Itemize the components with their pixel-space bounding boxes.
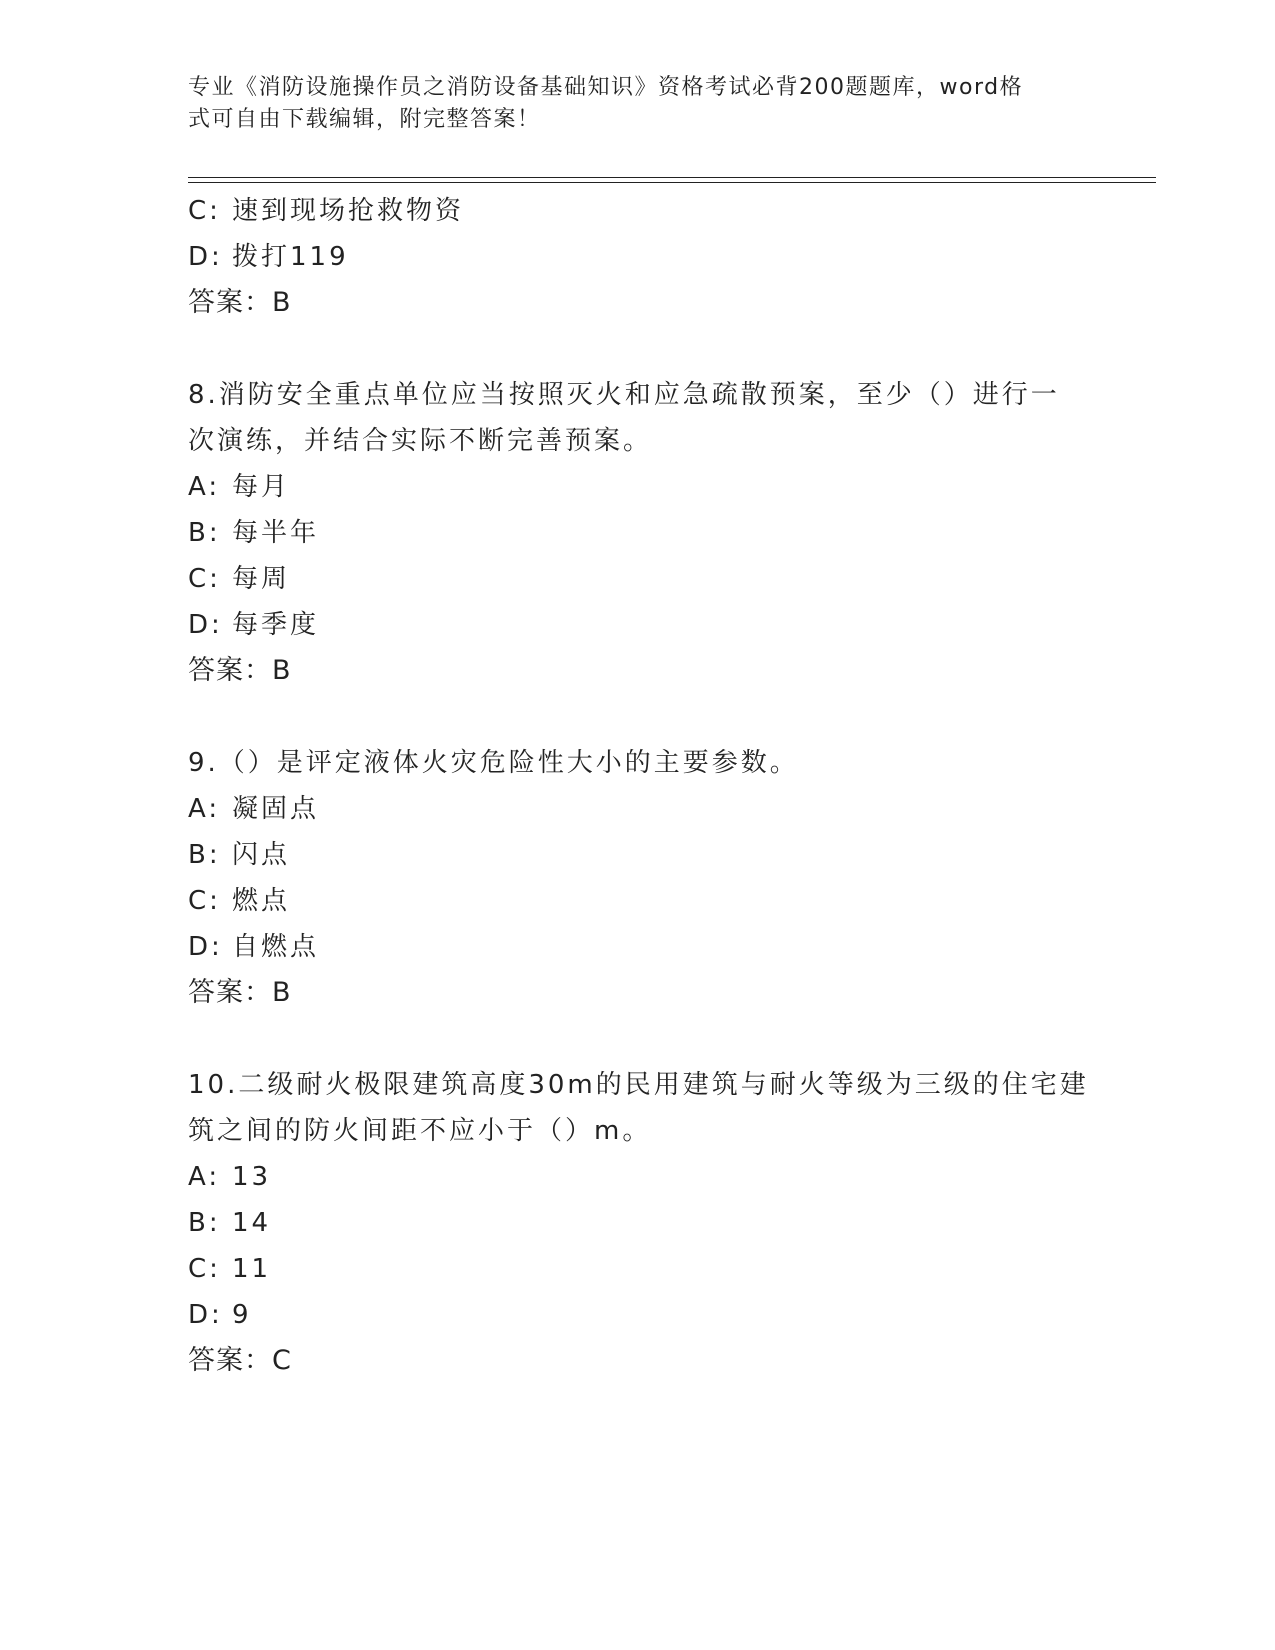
question-list <box>188 188 1088 1384</box>
option-prefix: A: <box>188 794 221 824</box>
option-prefix: B: <box>188 1208 221 1238</box>
question-stem-continued: 次演练，并结合实际不断完善预案。 <box>188 426 653 456</box>
question-7 <box>188 188 1088 326</box>
option-d <box>188 924 1088 970</box>
option-prefix: A: <box>188 1162 221 1192</box>
answer-line: 答案：B <box>188 655 292 686</box>
question-10 <box>188 1062 1088 1384</box>
option-prefix: C: <box>188 196 221 226</box>
answer-line: 答案：B <box>188 287 292 318</box>
option-text: 11 <box>232 1254 272 1284</box>
question-stem-continued: 筑之间的防火间距不应小于（）m。 <box>188 1116 652 1146</box>
option-a <box>188 464 1088 510</box>
question-stem: 9.（）是评定液体火灾危险性大小的主要参数。 <box>188 748 799 778</box>
question-8 <box>188 372 1088 694</box>
option-text: 每半年 <box>232 518 320 548</box>
document-header <box>188 72 1088 136</box>
option-text: 闪点 <box>232 840 291 870</box>
option-text: 每季度 <box>232 610 320 640</box>
option-prefix: D: <box>188 610 223 640</box>
option-prefix: C: <box>188 1254 221 1284</box>
option-text: 拨打119 <box>232 242 349 272</box>
option-prefix: C: <box>188 564 221 594</box>
option-b <box>188 1200 1088 1246</box>
option-text: 13 <box>232 1162 272 1192</box>
option-prefix: D: <box>188 1300 223 1330</box>
answer-line: 答案：B <box>188 977 292 1008</box>
spacer <box>188 1016 1088 1062</box>
spacer <box>188 694 1088 740</box>
option-b <box>188 510 1088 556</box>
option-text: 9 <box>232 1300 252 1330</box>
option-a <box>188 786 1088 832</box>
option-b <box>188 832 1088 878</box>
option-a <box>188 1154 1088 1200</box>
option-c <box>188 878 1088 924</box>
option-prefix: C: <box>188 886 221 916</box>
option-text: 燃点 <box>232 886 291 916</box>
option-d <box>188 234 1088 280</box>
header-line-2: 式可自由下载编辑，附完整答案！ <box>188 107 541 132</box>
option-text: 14 <box>232 1208 272 1238</box>
option-d <box>188 602 1088 648</box>
header-divider-top <box>188 177 1156 178</box>
header-divider-bottom <box>188 182 1156 183</box>
option-text: 自燃点 <box>232 932 320 962</box>
spacer <box>188 326 1088 372</box>
option-text: 速到现场抢救物资 <box>232 196 465 226</box>
option-c <box>188 1246 1088 1292</box>
question-stem: 8.消防安全重点单位应当按照灭火和应急疏散预案，至少（）进行一 <box>188 380 1060 410</box>
option-text: 凝固点 <box>232 794 320 824</box>
option-text: 每周 <box>232 564 291 594</box>
option-text: 每月 <box>232 472 291 502</box>
option-prefix: B: <box>188 840 221 870</box>
option-prefix: D: <box>188 242 223 272</box>
header-line-1: 专业《消防设施操作员之消防设备基础知识》资格考试必背200题题库，word格 <box>188 75 1024 100</box>
question-stem: 10.二级耐火极限建筑高度30m的民用建筑与耐火等级为三级的住宅建 <box>188 1070 1089 1100</box>
option-prefix: A: <box>188 472 221 502</box>
option-c <box>188 188 1088 234</box>
option-prefix: B: <box>188 518 221 548</box>
answer-line: 答案：C <box>188 1345 292 1376</box>
question-9 <box>188 740 1088 1016</box>
option-prefix: D: <box>188 932 223 962</box>
option-c <box>188 556 1088 602</box>
option-d <box>188 1292 1088 1338</box>
